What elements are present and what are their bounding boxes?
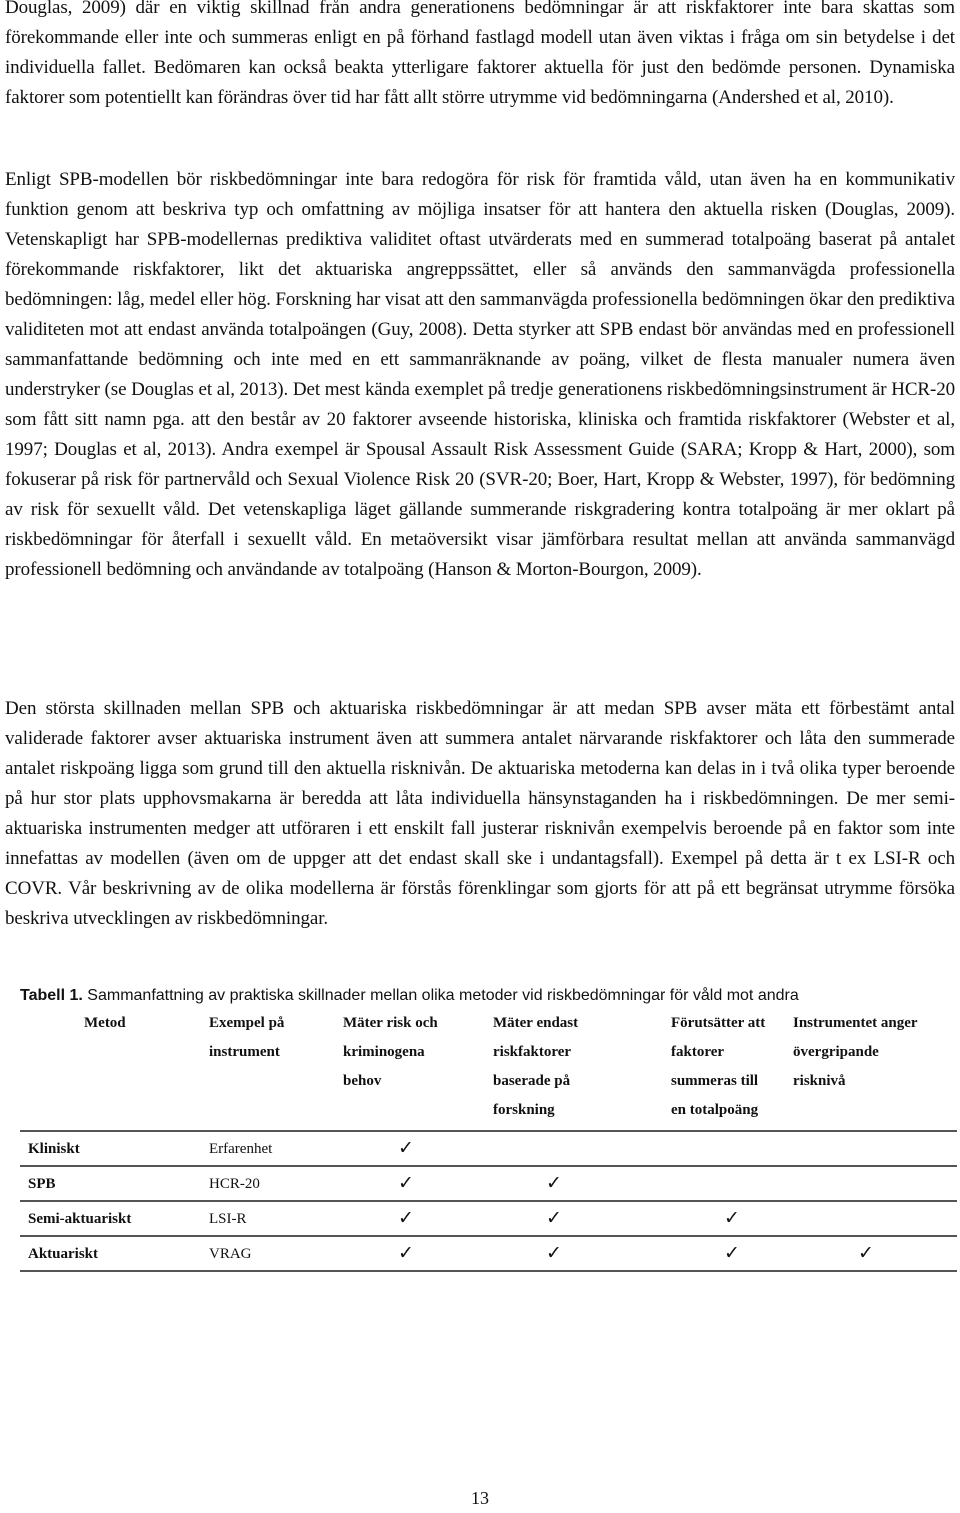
instrument-cell [199, 1166, 333, 1201]
checkmark-icon: ✓ [546, 1172, 562, 1194]
method-cell: Semi-aktuariskt [20, 1201, 199, 1236]
header-line: baserade på [493, 1073, 571, 1089]
body-paragraph-2: Enligt SPB-modellen bör riskbedömningar inte bara redogöra för risk för framtida våld, utan även ha en kommunikativ funktion genom att beskriva typ och omfattning av möjliga insatser för att hantera den aktuella risken (Douglas, 2009). Vetenskapligt har SPB-modellernas prediktiva validitet oftast utvärderats med en summerad totalpoäng baserat på antalet förekommande riskfaktorer, likt det aktuariska angreppssättet, eller så används den sammanvägda professionella bedömningen: låg, medel eller hög. Forskning har visat att den sammanvägda professionella bedömningen ökar den prediktiva validiteten mot att endast använda totalpoängen (Guy, 2008). Detta styrker att SPB endast bör användas med en professionell sammanfattande bedömning och inte med en ett sammanräknande av poäng, vilket de flesta manualer numera även understryker (se Douglas et al, 2013). Det mest kända exemplet på tredje generationens riskbedömningsinstrument är HCR-20 som fått sitt namn pga. att den består av 20 faktorer avseende historiska, kliniska och framtida riskfaktorer (Webster et al, 1997; Douglas et al, 2013). Andra exempel är Spousal Assault Risk Assessment Guide (SARA; Kropp & Hart, 2000), som fokuserar på risk för partnervåld och Sexual Violence Risk 20 (SVR-20; Boer, Hart, Kropp & Webster, 1997), för bedömning av risk för sexuellt våld. Det vetenskapliga läget gällande summerande riskgradering kontra totalpoäng är mer oklart på riskbedömningar för återfall i sexuellt våld. En metaöversikt visar jämförbara resultat mellan att använda sammanvägd professionell bedömning och användande av totalpoäng (Hanson & Morton-Bourgon, 2009). [5, 169, 955, 580]
header-line: riskfaktorer [493, 1044, 572, 1060]
header-mater-endast [481, 1009, 659, 1131]
checkmark-icon: ✓ [724, 1242, 740, 1264]
checkmark-icon: ✓ [398, 1137, 414, 1159]
table-body [20, 1131, 957, 1271]
header-line: Mäter risk och [343, 1015, 438, 1031]
page-number: 13 [471, 1488, 489, 1508]
instrument-cell [199, 1131, 333, 1166]
header-line: en totalpoäng [671, 1102, 759, 1118]
header-line: risknivå [793, 1073, 846, 1089]
header-line: kriminogena [343, 1044, 425, 1060]
header-line: Mäter endast [493, 1015, 579, 1031]
instrument-label: Erfarenhet [209, 1141, 273, 1157]
instrument-cell [199, 1201, 333, 1236]
header-line: Exempel på [209, 1015, 285, 1031]
checkmark-icon: ✓ [398, 1207, 414, 1229]
check-cell [333, 1131, 481, 1166]
check-cell [481, 1131, 659, 1166]
checkmark-icon: ✓ [398, 1172, 414, 1194]
body-paragraph-3: Den största skillnaden mellan SPB och aktuariska riskbedömningar är att medan SPB avser mäta ett förbestämt antal validerade faktorer avser aktuariska instrument även att summera antalet närvarande riskfaktorer och låta den summerade antalet riskpoäng ligga som grund till den aktuella risknivån. De aktuariska metoderna kan delas in i två olika typer beroende på hur stor plats upphovsmakarna är beredda att låta individuella hänsynstaganden ha i riskbedömningen. De mer semi-aktuariska instrumenten medger att utföraren i ett enskilt fall justerar risknivån exempelvis beroende på en faktor som inte innefattas av modellen (även om de uppger att det endast skall ske i undantagsfall). Exempel på detta är t ex LSI-R och COVR. Vår beskrivning av de olika modellerna är förstås förenklingar som gjorts för att på ett begränsat utrymme försöka beskriva utvecklingen av riskbedömningar. [5, 698, 955, 929]
check-cell [659, 1201, 793, 1236]
header-line: behov [343, 1073, 382, 1089]
check-cell [793, 1201, 957, 1236]
table-caption [20, 986, 950, 1006]
header-line: forskning [493, 1102, 555, 1118]
check-cell [481, 1166, 659, 1201]
checkmark-icon: ✓ [546, 1207, 562, 1229]
checkmark-icon: ✓ [398, 1242, 414, 1264]
instrument-cell [199, 1236, 333, 1271]
method-cell: Kliniskt [20, 1131, 199, 1166]
instrument-label: LSI-R [209, 1211, 247, 1227]
table-row [20, 1236, 957, 1271]
checkmark-icon: ✓ [546, 1242, 562, 1264]
header-mater-risk [333, 1009, 481, 1131]
check-cell [793, 1236, 957, 1271]
checkmark-icon: ✓ [858, 1242, 874, 1264]
check-cell [333, 1236, 481, 1271]
method-cell: Aktuariskt [20, 1236, 199, 1271]
header-line: faktorer [671, 1044, 725, 1060]
header-line: övergripande [793, 1044, 879, 1060]
check-cell [793, 1131, 957, 1166]
body-paragraph-1: Douglas, 2009) där en viktig skillnad från andra generationens bedömningar är att riskfaktorer inte bara skattas som förekommande eller inte och summeras enligt en på förhand fastlagd modell utan även viktas i fråga om sin betydelse i det individuella fallet. Bedömaren kan också beakta ytterligare faktorer aktuella för just den bedömde personen. Dynamiska faktorer som potentiellt kan förändras över tid har fått allt större utrymme vid bedömningarna (Andershed et al, 2010). [5, 0, 955, 108]
table-header-row [20, 1009, 957, 1131]
check-cell [333, 1166, 481, 1201]
table-row [20, 1201, 957, 1236]
header-forutsatter [659, 1009, 793, 1131]
table-row [20, 1131, 957, 1166]
table-caption-text: Sammanfattning av praktiska skillnader mellan olika metoder vid riskbedömningar för våld mot andra [82, 987, 799, 1004]
table-caption-label: Tabell 1. [20, 987, 83, 1004]
check-cell [793, 1166, 957, 1201]
check-cell [659, 1166, 793, 1201]
comparison-table [20, 1009, 957, 1272]
check-cell [333, 1201, 481, 1236]
check-cell [659, 1236, 793, 1271]
header-line: Förutsätter att [671, 1015, 766, 1031]
header-instrumentet [793, 1009, 957, 1131]
check-cell [659, 1131, 793, 1166]
check-cell [481, 1201, 659, 1236]
header-line: instrument [209, 1044, 280, 1060]
table-row [20, 1166, 957, 1201]
method-cell: SPB [20, 1166, 199, 1201]
header-exempel [199, 1009, 333, 1131]
instrument-label: VRAG [209, 1246, 252, 1262]
header-line: Metod [84, 1015, 126, 1031]
checkmark-icon: ✓ [724, 1207, 740, 1229]
header-line: Instrumentet anger [793, 1015, 918, 1031]
check-cell [481, 1236, 659, 1271]
instrument-label: HCR-20 [209, 1176, 260, 1192]
header-line: summeras till [671, 1073, 759, 1089]
header-metod [20, 1009, 199, 1131]
